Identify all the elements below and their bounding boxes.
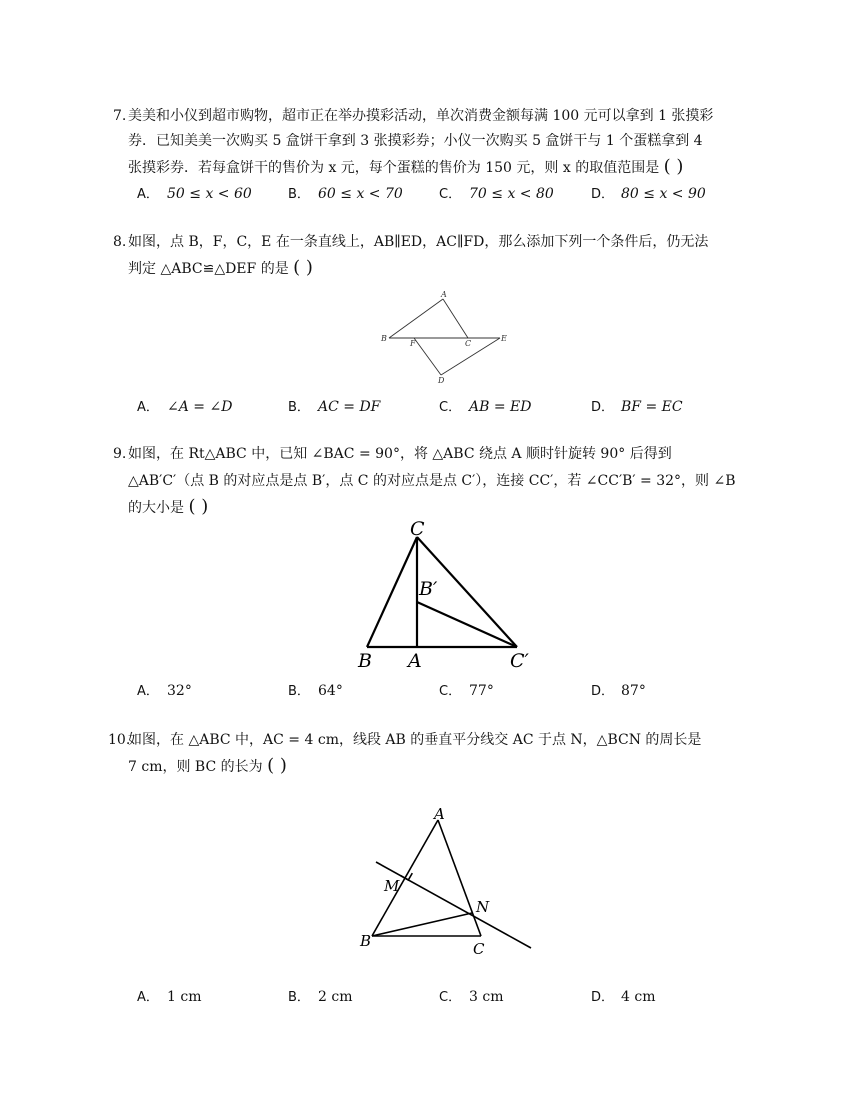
q9-option-d-text: 87° (621, 683, 646, 699)
q7-option-b-label: B． (288, 187, 310, 202)
q9-figure (350, 520, 540, 670)
q9-label-a: A (408, 650, 422, 672)
q10-option-c (439, 987, 503, 1008)
q8-option-d (591, 397, 683, 418)
q9-option-b-label: B． (288, 684, 310, 699)
q8-option-c (439, 397, 531, 418)
q7-option-a-text: 50 ≤ x < 60 (167, 186, 252, 202)
q8-answer-paren: ( ) (293, 257, 313, 278)
q8-label-a: A (441, 290, 447, 299)
q9-text-line1: 如图，在 Rt△ABC 中，已知 ∠BAC = 90°，将 △ABC 绕点 A 顺时针旋转 90° 后得到 (128, 446, 672, 462)
q10-label-m: M (384, 877, 400, 895)
q8-label-b: B (381, 334, 387, 343)
q8-label-d: D (438, 376, 445, 385)
q10-option-c-text: 3 cm (469, 989, 504, 1005)
q10-label-b: B (360, 932, 372, 950)
q8-option-d-text: BF = EC (621, 399, 683, 415)
q7-option-b-text: 60 ≤ x < 70 (318, 186, 403, 202)
q8-option-d-label: D． (591, 400, 615, 415)
q9-option-a-text: 32° (167, 683, 192, 699)
q7-option-a-label: A． (137, 187, 159, 202)
q9-label-b: B (358, 650, 372, 672)
q7-option-c (439, 184, 554, 205)
q9-text-line3 (128, 497, 208, 518)
q10-label-n: N (476, 898, 490, 916)
q10-segment-bn (372, 913, 472, 936)
q8-option-b (288, 397, 380, 418)
q8-option-a (137, 397, 232, 418)
q7-text-line3 (128, 157, 683, 178)
q9-text-line3-body: 的大小是 (128, 500, 184, 516)
q10-option-b (288, 987, 352, 1008)
q8-text-line2 (128, 258, 313, 279)
q9-segment-bc (367, 537, 417, 647)
q7-number: 7. (113, 108, 127, 124)
q8-option-b-label: B． (288, 400, 310, 415)
q10-option-d (591, 987, 655, 1008)
q10-option-a (137, 987, 201, 1008)
q7-text-line1: 美美和小仪到超市购物，超市正在举办摸彩活动，单次消费金额每满 100 元可以拿到 1 张摸彩 (128, 108, 714, 124)
q7-answer-paren: ( ) (663, 156, 684, 177)
q8-number: 8. (113, 234, 127, 250)
q9-answer-paren: ( ) (188, 496, 209, 517)
q8-segment-fd (414, 338, 441, 375)
q9-option-d-label: D． (591, 684, 615, 699)
q9-segment-b-prime-c-prime (417, 602, 517, 647)
q9-option-d (591, 681, 646, 702)
q10-figure (355, 800, 545, 960)
q7-option-c-text: 70 ≤ x < 80 (469, 186, 554, 202)
q10-answer-paren: ( ) (267, 755, 287, 776)
q8-text-line2-body: 判定 △ABC≌△DEF 的是 (128, 261, 289, 277)
q10-option-a-text: 1 cm (167, 989, 202, 1005)
q10-option-a-label: A． (137, 990, 159, 1005)
q7-text-line2: 券．已知美美一次购买 5 盒饼干拿到 3 张摸彩券；小仪一次购买 5 盒饼干与 1 个蛋糕拿到 4 (128, 133, 703, 149)
q9-option-c-label: C． (439, 684, 462, 699)
q7-text-line3-body: 张摸彩券．若每盒饼干的售价为 x 元，每个蛋糕的售价为 150 元，则 x 的取值范围是 (128, 160, 660, 176)
q7-option-c-label: C． (439, 187, 462, 202)
q10-number: 10. (108, 732, 131, 748)
q7-option-d (591, 184, 706, 205)
q8-label-f: F (410, 339, 416, 348)
q10-option-b-text: 2 cm (318, 989, 353, 1005)
q8-option-a-label: A． (137, 400, 159, 415)
q10-text-line1: 如图，在 △ABC 中，AC = 4 cm，线段 AB 的垂直平分线交 AC 于点 N，△BCN 的周长是 (128, 732, 702, 748)
q9-label-c-prime: C′ (510, 650, 529, 672)
q8-option-c-label: C． (439, 400, 462, 415)
q10-label-a: A (434, 805, 445, 823)
q10-option-d-label: D． (591, 990, 615, 1005)
q9-number: 9. (113, 446, 127, 462)
q9-option-b-text: 64° (318, 683, 343, 699)
q10-option-b-label: B． (288, 990, 310, 1005)
q8-text-line1: 如图，点 B，F，C，E 在一条直线上，AB∥ED，AC∥FD，那么添加下列一个条件后，仍无法 (128, 234, 709, 250)
q8-segment-ab (389, 299, 443, 338)
q9-option-a (137, 681, 192, 702)
q9-label-c: C (410, 518, 425, 540)
q8-option-b-text: AC = DF (318, 399, 381, 415)
q7-option-d-label: D． (591, 187, 615, 202)
q7-option-d-text: 80 ≤ x < 90 (621, 186, 706, 202)
q9-option-c (439, 681, 494, 702)
q10-perpendicular-bisector (376, 862, 531, 948)
q9-option-a-label: A． (137, 684, 159, 699)
q8-figure (370, 288, 520, 388)
q9-option-c-text: 77° (469, 683, 494, 699)
q7-option-b (288, 184, 403, 205)
q10-label-c: C (473, 940, 485, 958)
q8-option-c-text: AB = ED (469, 399, 532, 415)
q10-text-line2 (128, 756, 287, 777)
q10-text-line2-body: 7 cm，则 BC 的长为 (128, 759, 263, 775)
q9-text-line2: △AB′C′（点 B 的对应点是点 B′，点 C 的对应点是点 C′），连接 CC′，若 ∠CC′B′ = 32°，则 ∠B (128, 473, 736, 489)
q8-option-a-text: ∠A = ∠D (167, 399, 233, 415)
q10-option-c-label: C． (439, 990, 462, 1005)
q8-label-c: C (465, 339, 472, 348)
q9-label-b-prime: B′ (419, 578, 438, 600)
q8-segment-ac (443, 299, 468, 338)
q9-option-b (288, 681, 343, 702)
q7-option-a (137, 184, 252, 205)
q10-option-d-text: 4 cm (621, 989, 656, 1005)
q8-label-e: E (501, 334, 507, 343)
